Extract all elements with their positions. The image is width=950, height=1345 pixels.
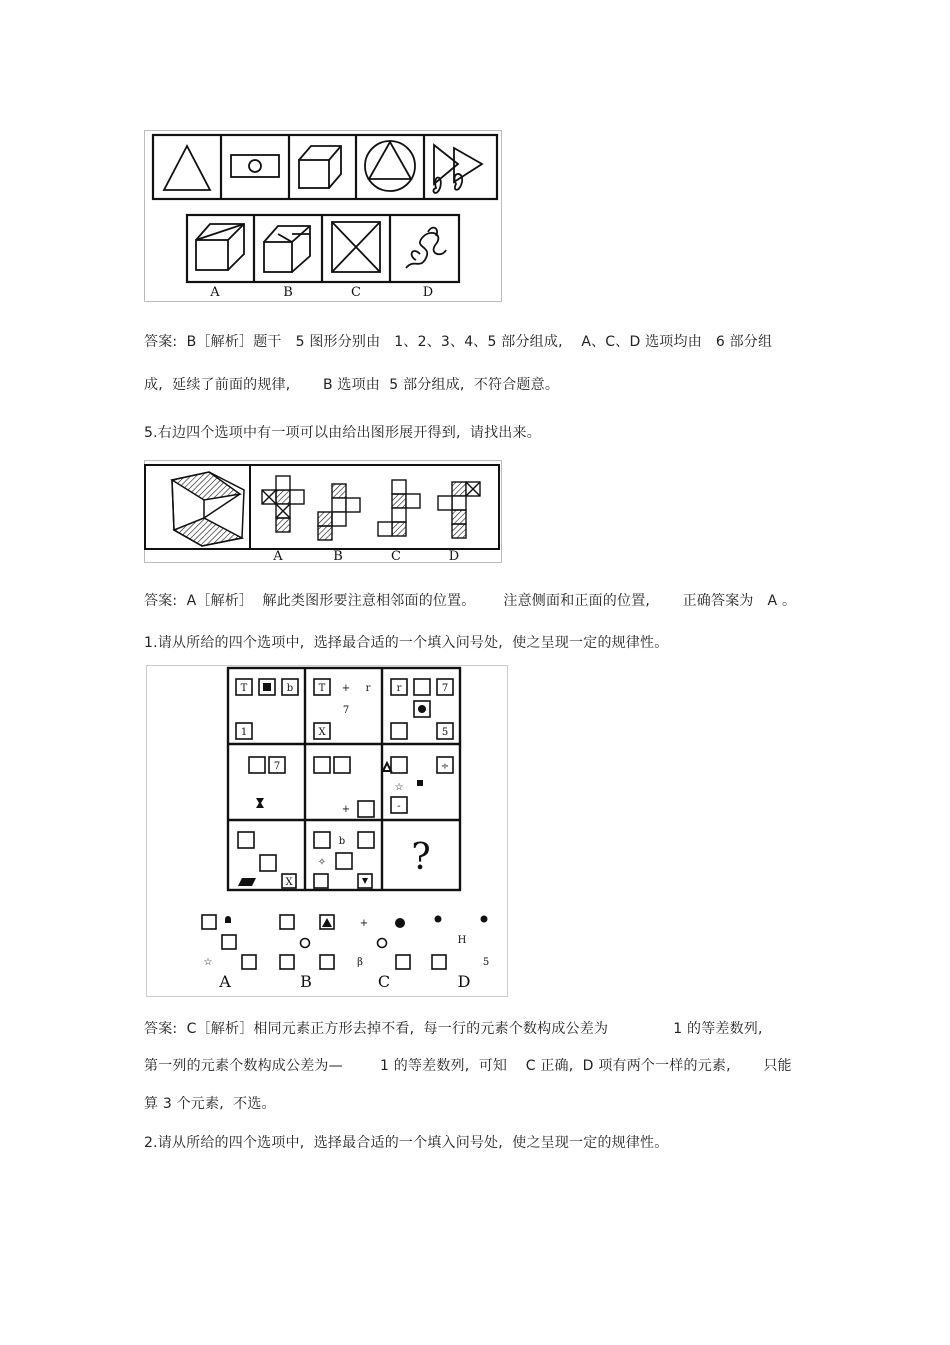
glyph: - (397, 801, 401, 812)
option-label: B (300, 972, 312, 991)
glyph: b (286, 683, 294, 694)
answer-3-line-1: 答案: C［解析］相同元素正方形去掉不看, 每一行的元素个数构成公差为 1 的等差数列, (144, 1021, 763, 1037)
glyph: 1 (240, 727, 248, 738)
answer-3-line-2: 第一列的元素个数构成公差为— 1 的等差数列, 可知 C 正确, D 项有两个一样的元素, 只能 (144, 1058, 792, 1074)
glyph: 5 (441, 727, 449, 738)
glyph: r (365, 683, 371, 694)
question-mark: ? (411, 837, 431, 878)
glyph: ☆ (203, 957, 213, 968)
option-label: D (457, 972, 471, 991)
answer-3-line-3: 算 3 个元素, 不选。 (144, 1096, 276, 1112)
glyph: 5 (482, 957, 490, 968)
figure-1 (144, 130, 502, 302)
option-label: D (422, 285, 434, 300)
glyph: 7 (441, 683, 449, 694)
glyph: r (396, 683, 402, 694)
glyph: β (357, 957, 363, 968)
glyph: T (318, 683, 326, 694)
glyph: T (240, 683, 248, 694)
option-label: C (377, 972, 391, 991)
question-1-text: 1.请从所给的四个选项中, 选择最合适的一个填入问号处, 使之呈现一定的规律性。 (144, 635, 669, 651)
option-label: A (273, 549, 283, 563)
glyph: ÷ (440, 761, 450, 772)
figure-2 (144, 460, 502, 563)
option-label: C (391, 549, 401, 563)
glyph: b (338, 836, 346, 847)
option-label: B (333, 549, 343, 563)
glyph: + (341, 804, 351, 815)
glyph: ✧ (317, 857, 327, 868)
answer-1-line-2: 成, 延续了前面的规律, B 选项由 5 部分组成, 不符合题意。 (144, 377, 560, 393)
question-2-text: 2.请从所给的四个选项中, 选择最合适的一个填入问号处, 使之呈现一定的规律性。 (144, 1135, 669, 1151)
glyph: 7 (273, 761, 281, 772)
glyph: 7 (342, 705, 350, 716)
answer-1-line-1: 答案: B［解析］题干 5 图形分别由 1、2、3、4、5 部分组成, A、C、D 选项均由 6 部分组 (144, 334, 773, 350)
glyph: ☆ (394, 782, 404, 793)
question-5-text: 5.右边四个选项中有一项可以由给出图形展开得到, 请找出来。 (144, 425, 541, 441)
answer-2-text: 答案: A［解析］ 解此类图形要注意相邻面的位置。 注意侧面和正面的位置, 正确答案为 A 。 (144, 593, 797, 609)
glyph: + (341, 683, 351, 694)
figure-3 (146, 665, 508, 997)
glyph: + (359, 918, 369, 929)
option-label: B (283, 285, 293, 300)
glyph: H (457, 935, 467, 946)
option-label: A (219, 972, 231, 991)
option-label: A (210, 285, 220, 300)
glyph: X (318, 727, 326, 738)
option-label: C (351, 285, 361, 300)
glyph: X (285, 877, 293, 888)
option-label: D (448, 549, 460, 563)
